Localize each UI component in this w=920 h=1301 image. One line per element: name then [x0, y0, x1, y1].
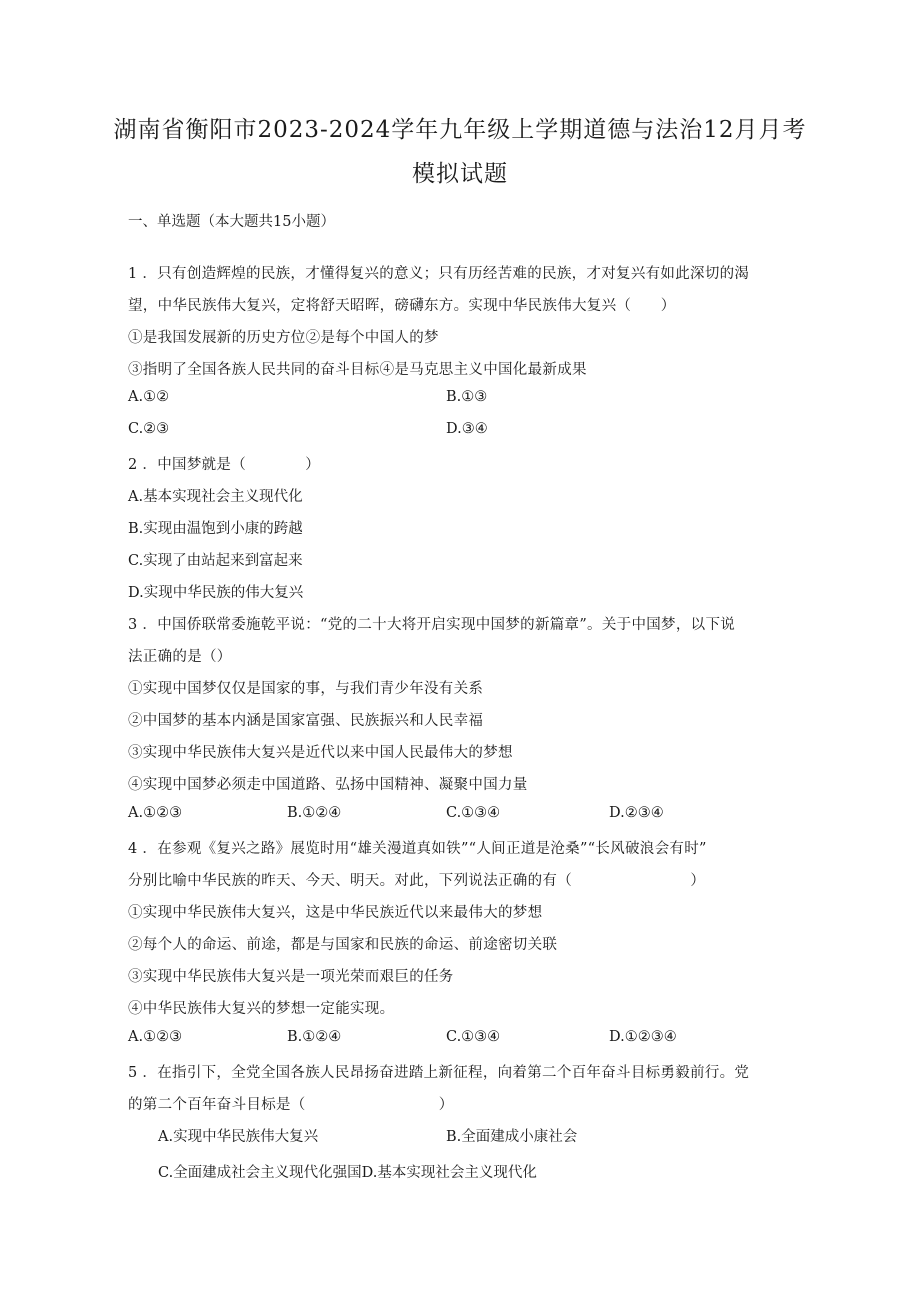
q3-stem-line2: 法正确的是（）: [128, 649, 232, 665]
q3-statement-1: ①实现中国梦仅仅是国家的事，与我们青少年没有关系: [128, 681, 484, 697]
q4-statement-1: ①实现中华民族伟大复兴，这是中华民族近代以来最伟大的梦想: [128, 905, 543, 921]
q4-option-b[interactable]: B.①②④: [287, 1029, 342, 1045]
q2-option-b[interactable]: B.实现由温饱到小康的跨越: [128, 521, 303, 537]
q5-stem-line2: 的第二个百年奋斗目标是（ ）: [128, 1097, 454, 1113]
q2-option-c[interactable]: C.实现了由站起来到富起来: [128, 553, 303, 569]
q3-statement-4: ④实现中国梦必须走中国道路、弘扬中国精神、凝聚中国力量: [128, 777, 528, 793]
q1-option-a[interactable]: A.①②: [128, 389, 170, 405]
page-title: 湖南省衡阳市2023-2024学年九年级上学期道德与法治12月月考: [113, 117, 807, 143]
q4-statement-4: ④中华民族伟大复兴的梦想一定能实现。: [128, 1001, 395, 1017]
q5-option-cd[interactable]: C.全面建成社会主义现代化强国D.基本实现社会主义现代化: [158, 1165, 537, 1181]
q3-statement-3: ③实现中华民族伟大复兴是近代以来中国人民最伟大的梦想: [128, 745, 513, 761]
q5-option-b[interactable]: B.全面建成小康社会: [446, 1129, 578, 1145]
q1-option-d[interactable]: D.③④: [446, 421, 488, 437]
q1-statement-2: ③指明了全国各族人民共同的奋斗目标④是马克思主义中国化最新成果: [128, 362, 587, 378]
q1-option-c[interactable]: C.②③: [128, 421, 170, 437]
q3-option-c[interactable]: C.①③④: [446, 805, 501, 821]
q3-option-a[interactable]: A.①②③: [128, 805, 183, 821]
q5-stem-line1: 5 ．在指引下，全党全国各族人民昂扬奋进踏上新征程，向着第二个百年奋斗目标勇毅前行。党: [128, 1065, 750, 1081]
q4-option-d[interactable]: D.①②③④: [609, 1029, 677, 1045]
q1-stem-line2: 望，中华民族伟大复兴，定将舒天昭晖，磅礴东方。实现中华民族伟大复兴（ ）: [128, 298, 676, 314]
q3-statement-2: ②中国梦的基本内涵是国家富强、民族振兴和人民幸福: [128, 713, 484, 729]
q4-stem-line1: 4 ．在参观《复兴之路》展览时用“雄关漫道真如铁”“人间正道是沧桑”“长风破浪会有时”: [128, 841, 707, 857]
q4-statement-2: ②每个人的命运、前途，都是与国家和民族的命运、前途密切关联: [128, 937, 558, 953]
page-title-line2: 模拟试题: [412, 161, 508, 187]
q4-statement-3: ③实现中华民族伟大复兴是一项光荣而艰巨的任务: [128, 969, 454, 985]
q4-option-a[interactable]: A.①②③: [128, 1029, 183, 1045]
q1-statement-1: ①是我国发展新的历史方位②是每个中国人的梦: [128, 330, 439, 346]
q3-stem-line1: 3 ．中国侨联常委施乾平说：“党的二十大将开启实现中国梦的新篇章”。关于中国梦，以下说: [128, 617, 736, 633]
section-heading: 一、单选题（本大题共15小题）: [128, 214, 335, 230]
q3-option-d[interactable]: D.②③④: [609, 805, 664, 821]
q3-option-b[interactable]: B.①②④: [287, 805, 342, 821]
q5-option-a[interactable]: A.实现中华民族伟大复兴: [158, 1129, 319, 1145]
q1-option-b[interactable]: B.①③: [446, 389, 488, 405]
q2-option-d[interactable]: D.实现中华民族的伟大复兴: [128, 585, 304, 601]
q2-stem: 2 ．中国梦就是（ ）: [128, 457, 321, 473]
q2-option-a[interactable]: A.基本实现社会主义现代化: [128, 489, 303, 505]
q4-stem-line2: 分别比喻中华民族的昨天、今天、明天。对此，下列说法正确的有（ ）: [128, 873, 706, 889]
q4-option-c[interactable]: C.①③④: [446, 1029, 501, 1045]
q1-stem-line1: 1 ．只有创造辉煌的民族，才懂得复兴的意义；只有历经苦难的民族，才对复兴有如此深切的渴: [128, 266, 750, 282]
